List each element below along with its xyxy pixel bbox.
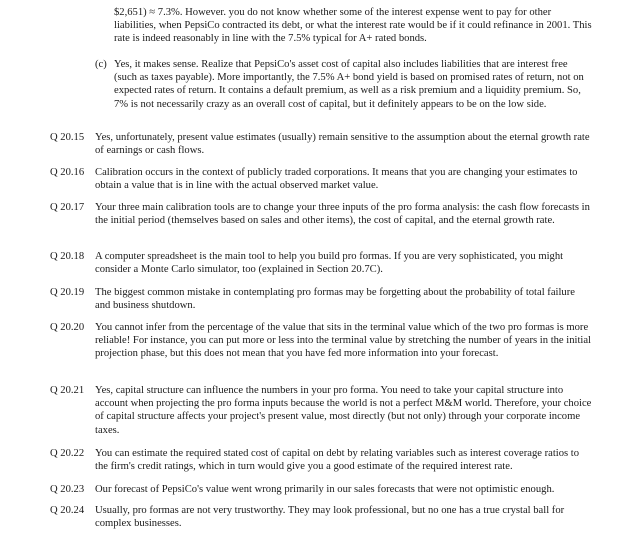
answer-text: Your three main calibration tools are to change your three inputs of the pro forma analysis: the cash flow forecasts in the initial period (themselves based on sales and other items), the cost of capital, and the eternal growth rate. [95,202,590,227]
question-number: Q 20.16 [50,167,85,178]
continuation-paragraph: $2,651) ≈ 7.3%. However. you do not know whether some of the interest expense went to pay for other liabilities, when PepsiCo contracted its debt, or what the interest rate would be if it could refinance in 2001. This rate is indeed reasonably in line with the 7.5% typical for A+ rated bonds. [114,7,592,45]
question-number: Q 20.24 [50,505,85,516]
answer-item [50,286,592,312]
answer-text: Usually, pro formas are not very trustworthy. They may look professional, but no one has a true crystal ball for complex businesses. [95,505,565,530]
answer-item [50,447,592,473]
sub-item-c [95,58,592,111]
sub-item-label: (c) [95,59,107,70]
answer-item [50,166,592,192]
question-number: Q 20.18 [50,251,85,262]
answer-item [50,201,592,227]
question-number: Q 20.22 [50,448,85,459]
question-number: Q 20.17 [50,202,85,213]
answer-text: Calibration occurs in the context of publicly traded corporations. It means that you are changing your estimates to obtain a value that is in line with the actual observed market value. [95,167,578,192]
answer-item [50,384,592,437]
question-number: Q 20.21 [50,385,85,396]
answer-text: Our forecast of PepsiCo's value went wrong primarily in our sales forecasts that were not optimistic enough. [95,484,555,495]
question-number: Q 20.23 [50,484,85,495]
answer-text: Yes, unfortunately, present value estimates (usually) remain sensitive to the assumption about the eternal growth rate of earnings or cash flows. [95,132,590,157]
answer-item [50,483,592,496]
answer-text: You cannot infer from the percentage of the value that sits in the terminal value which of the two pro formas is more reliable! For instance, you can put more or less into the terminal value by stretching the number of years in the initial projection phase, but this does not mean that you have fed more information into your forecast. [95,322,591,360]
question-number: Q 20.19 [50,287,85,298]
answer-item [50,131,592,157]
sub-item-text: Yes, it makes sense. Realize that PepsiCo's asset cost of capital also includes liabilities that are interest free (such as taxes payable). More importantly, the 7.5% A+ bond yield is based on promised rates of return, not on expected rates of return. It contains a default premium, as well as a risk premium and a liquidity premium. So, 7% is not necessarily crazy as an overall cost of capital, but it definitely appears to be on the low side. [114,59,584,110]
question-number: Q 20.20 [50,322,85,333]
answer-text: A computer spreadsheet is the main tool to help you build pro formas. If you are very sophisticated, you might consider a Monte Carlo simulator, too (explained in Section 20.7C). [95,251,564,276]
answer-text: The biggest common mistake in contemplating pro formas may be forgetting about the probability of total failure and business shutdown. [95,287,575,312]
answer-item [50,321,592,361]
answer-item [50,250,592,276]
answer-item [50,504,592,530]
answer-text: You can estimate the required stated cost of capital on debt by relating variables such as interest coverage ratios to the firm's credit ratings, which in turn would give you a good estimate of the required interest rate. [95,448,580,473]
question-number: Q 20.15 [50,132,85,143]
answer-text: Yes, capital structure can influence the numbers in your pro forma. You need to take your capital structure into account when projecting the pro forma inputs because the world is not a perfect M&M world. Therefore, your choice of capital structure affects your project's present value, most directly (but not only) through your corporate income taxes. [95,385,592,436]
